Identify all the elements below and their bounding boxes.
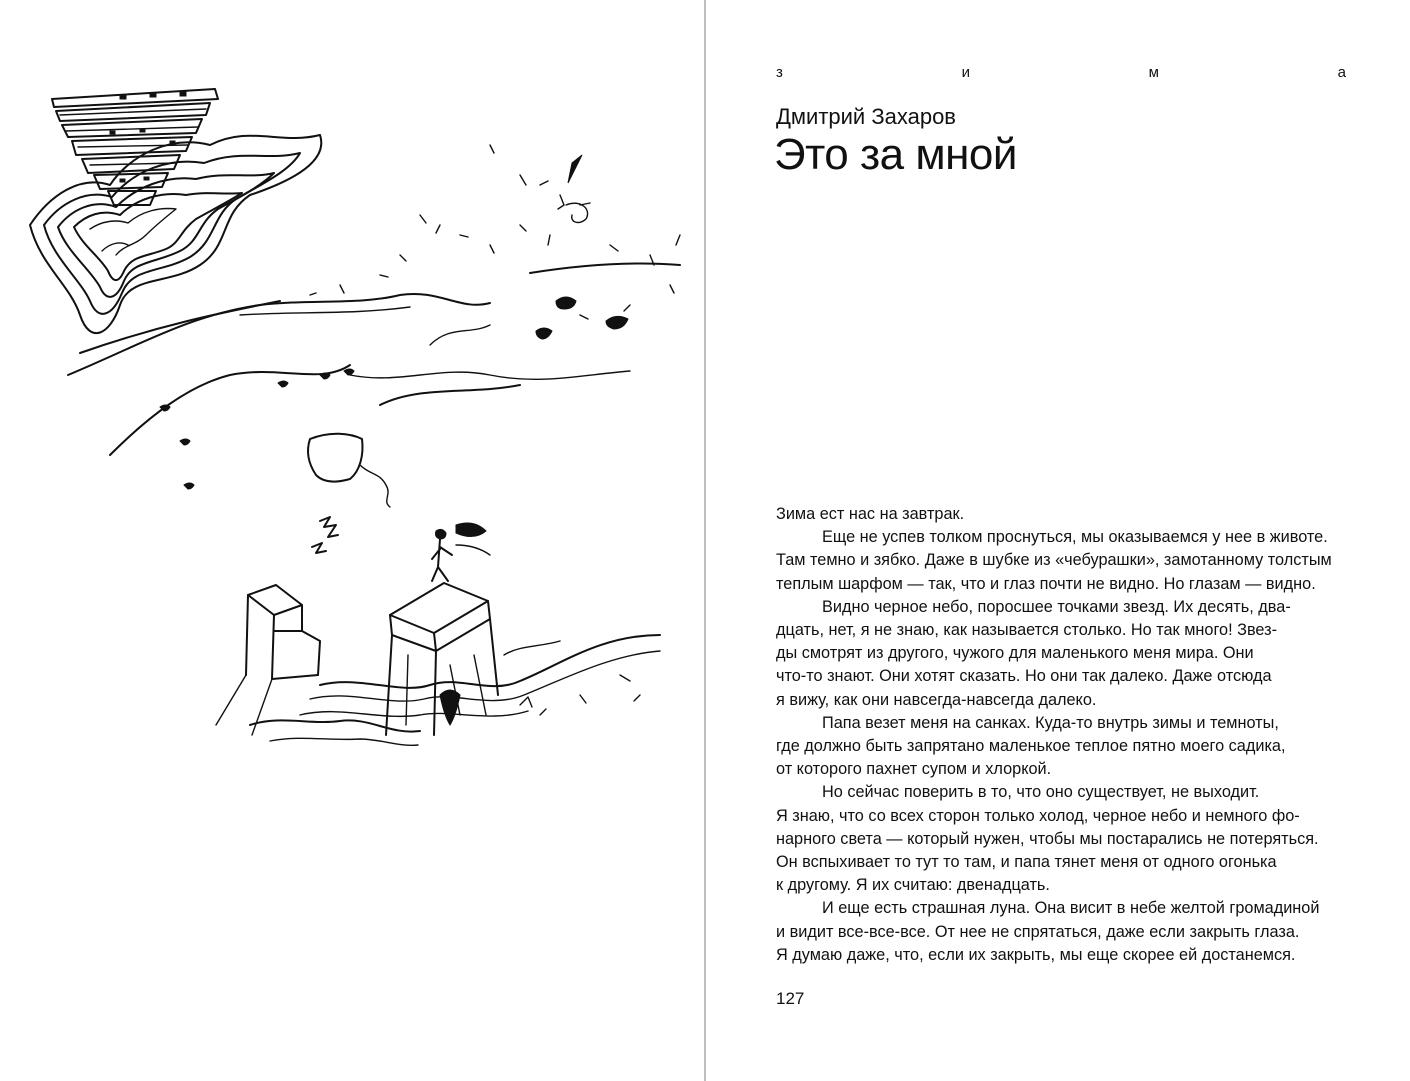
text-line: к другому. Я их считаю: двенадцать. bbox=[776, 876, 1050, 895]
text-line: нарного света — который нужен, чтобы мы постарались не потеряться. bbox=[776, 829, 1319, 848]
section-letter: и bbox=[961, 64, 970, 81]
left-pillar bbox=[216, 585, 320, 735]
section-letter: а bbox=[1337, 64, 1346, 81]
text-line: И еще есть страшная луна. Она висит в небе желтой громадиной bbox=[822, 899, 1320, 918]
text-line: Я знаю, что со всех сторон только холод, черное небо и немного фо- bbox=[776, 806, 1300, 825]
text-line: Папа везет меня на санках. Куда-то внутрь зимы и темноты, bbox=[822, 713, 1279, 732]
text-line: дцать, нет, я не знаю, как называется столько. Но так много! Звез- bbox=[776, 621, 1278, 640]
hills bbox=[68, 263, 680, 455]
ink-illustration bbox=[20, 75, 700, 775]
text-line: я вижу, как они навсегда-навсегда далеко. bbox=[776, 690, 1097, 709]
rock-drips bbox=[360, 465, 390, 507]
story-body bbox=[776, 503, 1356, 967]
text-line: где должно быть запрятано маленькое теплое пятно моего садика, bbox=[776, 737, 1286, 756]
zigzag-marks bbox=[312, 517, 338, 553]
right-page bbox=[706, 0, 1410, 1081]
text-line: что-то знают. Они хотят сказать. Но они так далеко. Даже отсюда bbox=[776, 667, 1272, 686]
page-number: 127 bbox=[776, 989, 805, 1008]
section-letter: м bbox=[1148, 64, 1159, 81]
author-name: Дмитрий Захаров bbox=[776, 104, 956, 129]
text-line: Я думаю даже, что, если их закрыть, мы еще скорее ей достанемся. bbox=[776, 945, 1296, 964]
floating-rock bbox=[308, 434, 363, 482]
stair-blocks bbox=[52, 89, 218, 205]
text-line: Видно черное небо, поросшее точками звезд. Их десять, два- bbox=[822, 597, 1291, 616]
text-line: и видит все-все-все. От нее не спрятаться, даже если закрыть глаза. bbox=[776, 922, 1300, 941]
text-line: Зима ест нас на завтрак. bbox=[776, 505, 965, 523]
text-line: Еще не успев толком проснуться, мы оказываемся у нее в животе. bbox=[822, 528, 1328, 547]
text-line: ды смотрят из другого, чужого для маленького меня мира. Они bbox=[776, 644, 1254, 663]
section-letter: з bbox=[776, 64, 783, 81]
story-title: Это за мной bbox=[774, 130, 1017, 179]
text-line: Но сейчас поверить в то, что оно существует, не выходит. bbox=[822, 783, 1260, 802]
landscape-drawing bbox=[20, 75, 700, 775]
scattered-marks bbox=[310, 145, 680, 319]
right-pillar bbox=[386, 583, 498, 735]
seated-figure bbox=[432, 523, 490, 581]
boulders bbox=[160, 297, 628, 489]
text-line: Там темно и зябко. Даже в шубке из «чебурашки», замотанному толстым bbox=[776, 551, 1332, 570]
section-heading bbox=[776, 64, 1346, 81]
text-line: теплым шарфом — так, что и глаз почти не видно. Но глазам — видно. bbox=[776, 574, 1316, 593]
text-line: Он вспыхивает то тут то там, и папа тянет меня от одного огонька bbox=[776, 853, 1277, 872]
text-line: от которого пахнет супом и хлоркой. bbox=[776, 760, 1052, 779]
left-page bbox=[0, 0, 704, 1081]
